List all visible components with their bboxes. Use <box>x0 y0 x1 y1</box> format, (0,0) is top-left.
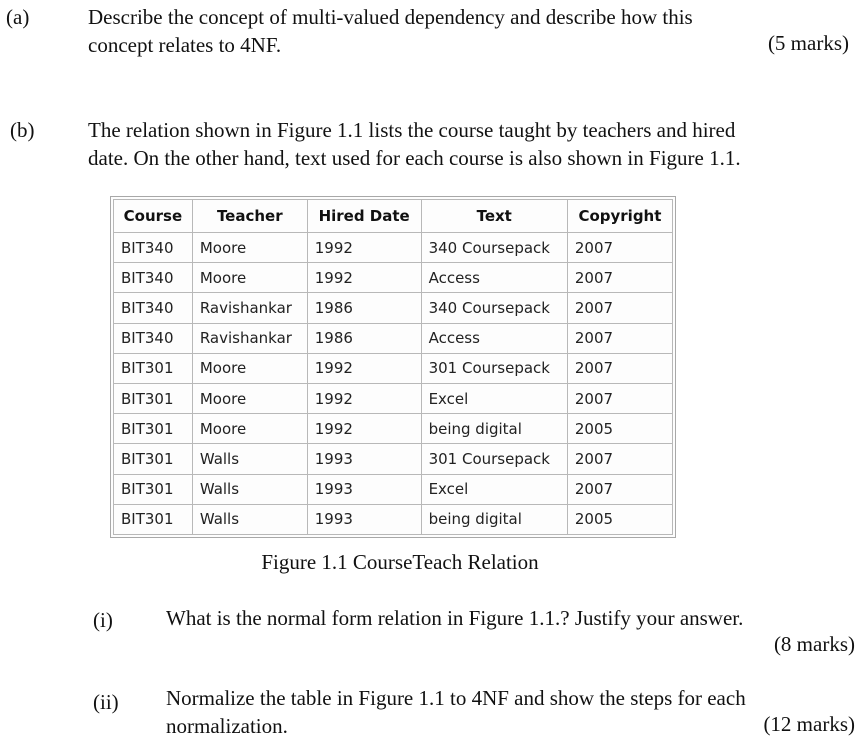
figure-1-1-table-frame <box>110 196 676 538</box>
cell-teacher: Moore <box>192 353 307 383</box>
cell-text: Excel <box>421 474 567 504</box>
column-header-teacher: Teacher <box>192 200 307 233</box>
part-a-question-line1: Describe the concept of multi-valued dependency and describe how this <box>88 5 693 29</box>
part-b-question-line2: date. On the other hand, text used for each course is also shown in Figure 1.1. <box>88 146 741 170</box>
part-a-question-line2: concept relates to 4NF. <box>88 33 282 57</box>
cell-hired-date: 1992 <box>307 263 421 293</box>
table-row <box>114 233 673 263</box>
cell-copyright: 2007 <box>567 293 672 323</box>
cell-course: BIT340 <box>114 263 193 293</box>
table-row <box>114 293 673 323</box>
cell-text: Access <box>421 263 567 293</box>
cell-course: BIT301 <box>114 353 193 383</box>
table-row <box>114 444 673 474</box>
cell-teacher: Moore <box>192 263 307 293</box>
cell-hired-date: 1993 <box>307 474 421 504</box>
table-row <box>114 263 673 293</box>
cell-text: 301 Coursepack <box>421 353 567 383</box>
cell-teacher: Moore <box>192 383 307 413</box>
cell-teacher: Moore <box>192 233 307 263</box>
sub-ii-label: (ii) <box>93 690 119 714</box>
table-row <box>114 353 673 383</box>
table-row <box>114 474 673 504</box>
cell-hired-date: 1992 <box>307 353 421 383</box>
cell-copyright: 2007 <box>567 353 672 383</box>
table-row <box>114 504 673 534</box>
cell-text: 301 Coursepack <box>421 444 567 474</box>
cell-copyright: 2007 <box>567 323 672 353</box>
cell-copyright: 2005 <box>567 414 672 444</box>
cell-hired-date: 1993 <box>307 504 421 534</box>
part-a-marks: (5 marks) <box>767 31 849 55</box>
table-row <box>114 323 673 353</box>
cell-course: BIT301 <box>114 474 193 504</box>
cell-course: BIT301 <box>114 383 193 413</box>
part-a-label: (a) <box>6 5 30 29</box>
cell-text: 340 Coursepack <box>421 233 567 263</box>
cell-teacher: Walls <box>192 504 307 534</box>
sub-i-label: (i) <box>93 608 113 632</box>
cell-copyright: 2007 <box>567 263 672 293</box>
cell-copyright: 2007 <box>567 233 672 263</box>
cell-teacher: Ravishankar <box>192 323 307 353</box>
column-header-text: Text <box>421 200 567 233</box>
table-header-row <box>114 200 673 233</box>
cell-text: being digital <box>421 414 567 444</box>
cell-copyright: 2005 <box>567 504 672 534</box>
column-header-copyright: Copyright <box>567 200 672 233</box>
course-teach-table <box>113 199 673 535</box>
cell-hired-date: 1992 <box>307 414 421 444</box>
cell-copyright: 2007 <box>567 444 672 474</box>
column-header-course: Course <box>114 200 193 233</box>
cell-course: BIT301 <box>114 504 193 534</box>
cell-copyright: 2007 <box>567 383 672 413</box>
cell-hired-date: 1993 <box>307 444 421 474</box>
sub-ii-question-line1: Normalize the table in Figure 1.1 to 4NF and show the steps for each <box>166 686 746 710</box>
table-row <box>114 414 673 444</box>
figure-caption: Figure 1.1 CourseTeach Relation <box>261 550 539 574</box>
sub-i-question-line1: What is the normal form relation in Figure 1.1.? Justify your answer. <box>166 606 744 630</box>
sub-i-marks: (8 marks) <box>773 632 855 656</box>
sub-ii-question-line2: normalization. <box>166 714 288 738</box>
cell-text: being digital <box>421 504 567 534</box>
part-b-label: (b) <box>10 118 35 142</box>
part-b-question-line1: The relation shown in Figure 1.1 lists the course taught by teachers and hired <box>88 118 736 142</box>
cell-teacher: Ravishankar <box>192 293 307 323</box>
cell-text: 340 Coursepack <box>421 293 567 323</box>
cell-course: BIT340 <box>114 233 193 263</box>
cell-course: BIT301 <box>114 444 193 474</box>
cell-hired-date: 1986 <box>307 323 421 353</box>
cell-hired-date: 1986 <box>307 293 421 323</box>
cell-teacher: Walls <box>192 474 307 504</box>
cell-text: Access <box>421 323 567 353</box>
table-row <box>114 383 673 413</box>
cell-teacher: Walls <box>192 444 307 474</box>
column-header-hired-date: Hired Date <box>307 200 421 233</box>
cell-course: BIT340 <box>114 323 193 353</box>
sub-ii-marks: (12 marks) <box>763 712 855 736</box>
cell-course: BIT340 <box>114 293 193 323</box>
cell-course: BIT301 <box>114 414 193 444</box>
cell-hired-date: 1992 <box>307 233 421 263</box>
cell-teacher: Moore <box>192 414 307 444</box>
cell-copyright: 2007 <box>567 474 672 504</box>
cell-hired-date: 1992 <box>307 383 421 413</box>
cell-text: Excel <box>421 383 567 413</box>
